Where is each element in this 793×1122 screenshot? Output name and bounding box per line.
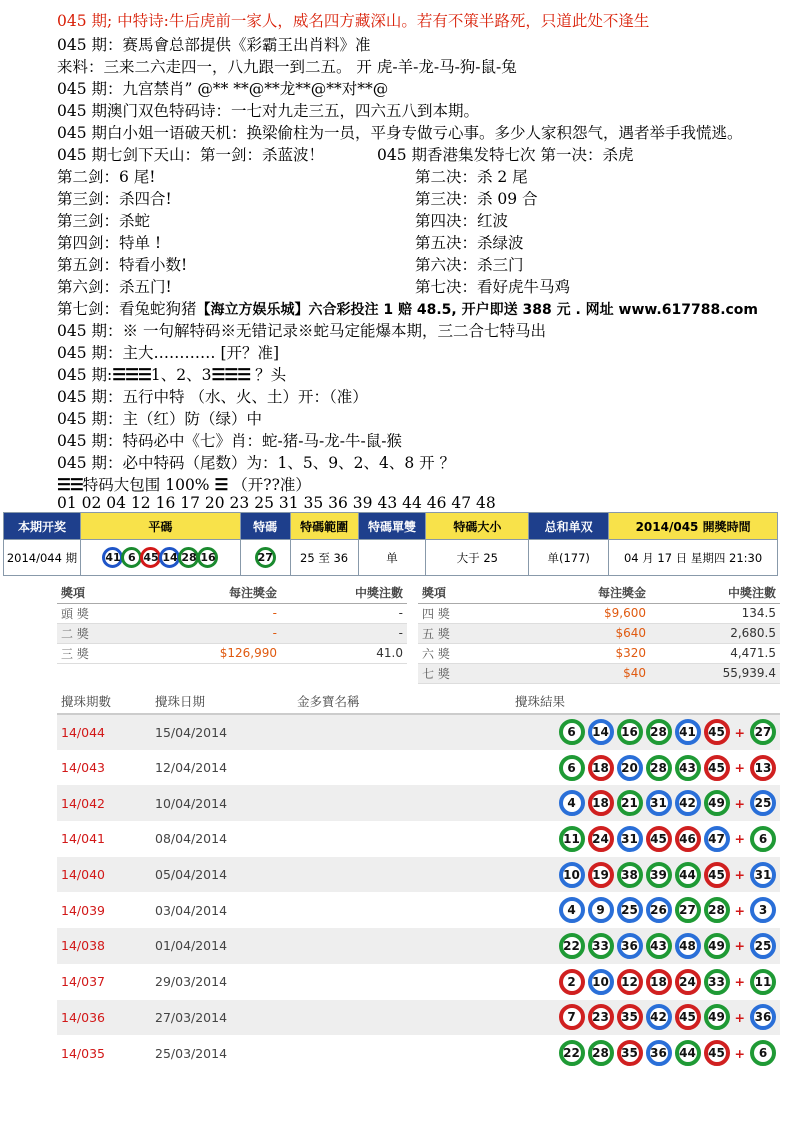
line-15: 045 期：※ 一句解特码※无错记录※蛇马定能爆本期，三二合七特马出 (57, 322, 546, 340)
result-ball: 20 (617, 755, 643, 781)
result-ball: 31 (646, 790, 672, 816)
result-ball: 4 (559, 897, 585, 923)
result-ball: 49 (704, 790, 730, 816)
prize-left-body (57, 603, 407, 663)
line-1-label: 045 期; 中特诗: (57, 12, 169, 30)
history-header-result: 攪珠結果 (515, 688, 780, 714)
result-ball: 28 (704, 897, 730, 923)
prize-left-header-count: 中獎注數 (281, 583, 407, 603)
plus-icon: + (734, 867, 745, 883)
history-result (515, 928, 780, 964)
history-period[interactable]: 14/037 (61, 974, 105, 990)
prize-name: 四 獎 (418, 603, 490, 623)
prize-row (418, 643, 780, 663)
history-period[interactable]: 14/042 (57, 785, 155, 821)
history-name (297, 964, 515, 1000)
header-normal: 平碼 (80, 513, 240, 540)
history-period[interactable]: 14/043 (61, 760, 105, 776)
result-ball: 38 (617, 862, 643, 888)
result-ball: 6 (559, 755, 585, 781)
prize-right-body (418, 603, 780, 683)
history-period[interactable]: 14/039 (61, 902, 105, 918)
result-special-ball: 27 (750, 719, 776, 745)
prize-amount: $640 (490, 623, 650, 643)
result-ball: 10 (559, 862, 585, 888)
result-ball: 9 (588, 897, 614, 923)
draw-sum: 单(177) (529, 540, 609, 576)
line-6: 045 期白小姐一语破天机：换梁偷柱为一员，平身专做亏心事。多少人家积怨气，遇者举手我慌逃。 (57, 124, 743, 142)
history-result (515, 964, 780, 1000)
plus-icon: + (734, 724, 745, 740)
prize-count: 41.0 (281, 643, 407, 663)
result-special-ball: 25 (750, 933, 776, 959)
prize-count: 4,471.5 (650, 643, 780, 663)
result-ball: 14 (588, 719, 614, 745)
sword-1: 第二剑：6 尾! (57, 168, 156, 186)
result-ball: 28 (588, 1040, 614, 1066)
history-name (297, 928, 515, 964)
history-date: 10/04/2014 (155, 785, 297, 821)
history-result (515, 785, 780, 821)
line-19: 045 期：主（红）防（绿）中 (57, 410, 263, 428)
history-row (57, 1035, 780, 1071)
prize-name: 三 獎 (57, 643, 125, 663)
result-ball: 47 (704, 826, 730, 852)
current-draw-header (4, 513, 778, 540)
header-range: 特碼範圍 (290, 513, 358, 540)
history-name (297, 821, 515, 857)
result-ball: 45 (675, 1004, 701, 1030)
result-ball: 11 (559, 826, 585, 852)
prize-amount: $9,600 (490, 603, 650, 623)
line-17-block-left: ☰☰☰ (112, 366, 151, 384)
history-period[interactable]: 14/038 (57, 928, 155, 964)
history-result (515, 1000, 780, 1036)
line-7-left: 045 期七剑下天山：第一剑：杀蓝波！ (57, 146, 325, 164)
sword-2: 第三剑：杀四合! (57, 190, 172, 208)
history-name (297, 1035, 515, 1071)
plus-icon: + (734, 938, 745, 954)
prize-row (418, 623, 780, 643)
line-7-right: 045 期香港集发特七次 第一决：杀虎 (377, 146, 634, 164)
decision-3: 第三决：杀 09 合 (415, 190, 538, 208)
history-date: 27/03/2014 (155, 1000, 297, 1036)
history-result (515, 892, 780, 928)
result-ball: 35 (617, 1004, 643, 1030)
line-2: 045 期：赛馬會总部提供《彩霸王出肖料》准 (57, 36, 371, 54)
history-name (297, 750, 515, 786)
result-ball: 24 (675, 969, 701, 995)
line-22-suffix: （开??准） (227, 476, 311, 494)
result-ball: 27 (675, 897, 701, 923)
plus-icon: + (734, 795, 745, 811)
history-period[interactable]: 14/036 (57, 1000, 155, 1036)
history-name (297, 857, 515, 893)
plus-icon: + (734, 1009, 745, 1025)
line-23-numbers: 01 02 04 12 16 17 20 23 25 31 35 36 39 43 44 46 47 48 (57, 494, 496, 512)
prize-amount: $40 (490, 663, 650, 683)
result-ball: 44 (675, 1040, 701, 1066)
prize-amount: $320 (490, 643, 650, 663)
sword-3: 第三剑：杀蛇 (57, 212, 151, 230)
normal-ball: 14 (159, 547, 180, 568)
history-date: 15/04/2014 (155, 714, 297, 750)
current-draw-table (3, 512, 778, 576)
history-date: 03/04/2014 (155, 902, 228, 918)
result-ball: 28 (646, 755, 672, 781)
result-ball: 33 (588, 933, 614, 959)
prize-table-right (418, 583, 780, 684)
decision-2: 第二决：杀 2 尾 (415, 168, 528, 186)
sword-7: 第七剑：看兔蛇狗猪 (57, 300, 197, 318)
history-date: 01/04/2014 (155, 928, 297, 964)
history-result (515, 714, 780, 750)
normal-ball: 28 (178, 547, 199, 568)
line-3: 来料：三来二六走四一，八九跟一到二五。 开 虎-羊-龙-马-狗-鼠-兔 (57, 58, 517, 76)
result-ball: 2 (559, 969, 585, 995)
sword-6: 第六剑：杀五门! (57, 278, 172, 296)
result-ball: 12 (617, 969, 643, 995)
result-special-ball: 36 (750, 1004, 776, 1030)
result-ball: 22 (559, 1040, 585, 1066)
prize-table-left (57, 583, 407, 664)
draw-size: 大于 25 (426, 540, 529, 576)
plus-icon: + (734, 1045, 745, 1061)
prize-row (418, 663, 780, 683)
plus-icon: + (734, 974, 745, 990)
result-special-ball: 25 (750, 790, 776, 816)
result-ball: 23 (588, 1004, 614, 1030)
prize-row (57, 623, 407, 643)
result-ball: 36 (617, 933, 643, 959)
result-ball: 18 (588, 790, 614, 816)
prize-count: 55,939.4 (650, 663, 780, 683)
line-16: 045 期：主大………… [开？准] (57, 344, 280, 362)
prize-name: 六 獎 (418, 643, 490, 663)
header-odd-even: 特碼單雙 (358, 513, 426, 540)
sword-4: 第四剑：特单 ! (57, 234, 162, 252)
prize-right-header-name: 獎項 (418, 583, 490, 603)
history-row (57, 928, 780, 964)
history-date: 29/03/2014 (155, 974, 228, 990)
history-row (57, 857, 780, 893)
history-header-period: 攪珠期數 (57, 688, 155, 714)
result-ball: 31 (617, 826, 643, 852)
result-ball: 46 (675, 826, 701, 852)
result-ball: 33 (704, 969, 730, 995)
result-special-ball: 13 (750, 755, 776, 781)
result-ball: 43 (646, 933, 672, 959)
history-row (57, 1000, 780, 1036)
history-header-date: 攪珠日期 (155, 688, 297, 714)
prize-right-header (418, 583, 780, 603)
history-date: 08/04/2014 (155, 831, 228, 847)
history-date: 12/04/2014 (155, 760, 228, 776)
line-1 (57, 10, 787, 32)
prize-name: 七 獎 (418, 663, 490, 683)
line-22-block-right: ☰ (214, 476, 228, 494)
history-body (57, 714, 780, 1071)
history-name (297, 1000, 515, 1036)
normal-ball: 6 (121, 547, 142, 568)
prize-count: 2,680.5 (650, 623, 780, 643)
result-ball: 16 (617, 719, 643, 745)
result-ball: 18 (588, 755, 614, 781)
prize-amount: - (125, 603, 281, 623)
history-name (297, 785, 515, 821)
result-ball: 49 (704, 933, 730, 959)
result-ball: 44 (675, 862, 701, 888)
normal-ball: 41 (102, 547, 123, 568)
result-special-ball: 6 (750, 1040, 776, 1066)
prize-right-header-count: 中獎注數 (650, 583, 780, 603)
draw-odd-even: 单 (358, 540, 426, 576)
plus-icon: + (734, 831, 745, 847)
line-17-numbers: 1、2、3 (150, 366, 212, 384)
history-result (515, 1035, 780, 1071)
history-row (57, 964, 780, 1000)
prize-name: 頭 獎 (57, 603, 125, 623)
draw-time: 04 月 17 日 星期四 21:30 (609, 540, 778, 576)
history-row (57, 714, 780, 750)
history-period[interactable]: 14/035 (61, 1045, 105, 1061)
special-ball: 27 (255, 547, 276, 568)
result-ball: 24 (588, 826, 614, 852)
result-ball: 7 (559, 1004, 585, 1030)
special-ball-cell (240, 540, 290, 576)
header-period: 本期开奖 (4, 513, 81, 540)
result-ball: 28 (646, 719, 672, 745)
header-special: 特碼 (240, 513, 290, 540)
history-result (515, 750, 780, 786)
result-ball: 48 (675, 933, 701, 959)
line-17-label: 045 期: (57, 366, 113, 384)
result-ball: 10 (588, 969, 614, 995)
draw-range: 25 至 36 (290, 540, 358, 576)
prize-row (418, 603, 780, 623)
result-ball: 18 (646, 969, 672, 995)
prize-amount: $126,990 (125, 643, 281, 663)
line-5: 045 期澳门双色特码诗：一七对九走三五，四六五八到本期。 (57, 102, 480, 120)
history-result (515, 857, 780, 893)
line-4: 045 期：九宫禁肖” @** **@**龙**@**对**@ (57, 80, 389, 98)
line-14 (57, 298, 787, 321)
result-special-ball: 31 (750, 862, 776, 888)
current-draw-row (4, 540, 778, 576)
result-ball: 45 (704, 1040, 730, 1066)
normal-ball: 16 (197, 547, 218, 568)
result-special-ball: 11 (750, 969, 776, 995)
history-header-name: 金多寶名稱 (297, 688, 515, 714)
result-ball: 42 (675, 790, 701, 816)
history-row (57, 785, 780, 821)
result-special-ball: 6 (750, 826, 776, 852)
decision-6: 第六决：杀三门 (415, 256, 524, 274)
history-row (57, 821, 780, 857)
prize-amount: - (125, 623, 281, 643)
line-18: 045 期：五行中特 （水、火、土）开：（准） (57, 388, 368, 406)
prize-count: - (281, 603, 407, 623)
plus-icon: + (734, 902, 745, 918)
line-22-block-left: ☰☰ (57, 476, 83, 494)
decision-7: 第七决：看好虎牛马鸡 (415, 278, 571, 296)
history-row (57, 750, 780, 786)
result-ball: 36 (646, 1040, 672, 1066)
result-ball: 25 (617, 897, 643, 923)
draw-history-table (57, 688, 780, 1071)
result-ball: 22 (559, 933, 585, 959)
result-ball: 45 (704, 862, 730, 888)
prize-count: 134.5 (650, 603, 780, 623)
history-result (515, 821, 780, 857)
normal-balls (80, 540, 240, 576)
result-ball: 4 (559, 790, 585, 816)
result-ball: 26 (646, 897, 672, 923)
line-17 (57, 364, 787, 386)
line-17-suffix: ？头 (250, 366, 287, 384)
prize-row (57, 643, 407, 663)
result-ball: 21 (617, 790, 643, 816)
decision-4: 第四决：红波 (415, 212, 509, 230)
history-date: 25/03/2014 (155, 1045, 228, 1061)
history-name (297, 714, 515, 750)
history-name (297, 892, 515, 928)
normal-ball: 45 (140, 547, 161, 568)
prize-left-header (57, 583, 407, 603)
result-ball: 6 (559, 719, 585, 745)
history-period[interactable]: 14/041 (61, 831, 105, 847)
prize-name: 五 獎 (418, 623, 490, 643)
history-period[interactable]: 14/044 (57, 714, 155, 750)
line-1-poem: 牛后虎前一家人，威名四方藏深山。若有不策半路死，只道此处不逢生 (168, 12, 650, 30)
prize-row (57, 603, 407, 623)
prize-right-header-amount: 每注獎金 (490, 583, 650, 603)
decision-5: 第五决：杀绿波 (415, 234, 524, 252)
result-ball: 42 (646, 1004, 672, 1030)
history-header (57, 688, 780, 714)
header-sum: 总和单双 (529, 513, 609, 540)
sword-5: 第五剑：特看小数! (57, 256, 188, 274)
prize-left-header-amount: 每注獎金 (125, 583, 281, 603)
draw-period: 2014/044 期 (4, 540, 81, 576)
prize-name: 二 獎 (57, 623, 125, 643)
result-special-ball: 3 (750, 897, 776, 923)
result-ball: 45 (704, 755, 730, 781)
prize-count: - (281, 623, 407, 643)
line-22-text: 特码大包围 100% (82, 476, 215, 494)
result-ball: 49 (704, 1004, 730, 1030)
result-ball: 43 (675, 755, 701, 781)
result-ball: 35 (617, 1040, 643, 1066)
result-ball: 41 (675, 719, 701, 745)
prize-left-header-name: 獎項 (57, 583, 125, 603)
result-ball: 45 (704, 719, 730, 745)
casino-ad: 【海立方娱乐城】六合彩投注 1 赔 48.5, 开户即送 388 元 . 网址 www.617788.com (196, 302, 759, 318)
history-row (57, 892, 780, 928)
line-20: 045 期：特码必中《七》肖：蛇-猪-马-龙-牛-鼠-猴 (57, 432, 402, 450)
history-period[interactable]: 14/040 (57, 857, 155, 893)
line-17-block-right: ☰☰☰ (211, 366, 251, 384)
result-ball: 45 (646, 826, 672, 852)
header-draw-time: 2014/045 開獎時間 (609, 513, 778, 540)
plus-icon: + (734, 760, 745, 776)
result-ball: 19 (588, 862, 614, 888)
line-21: 045 期：必中特码（尾数）为：1、5、9、2、4、8 开 ？ (57, 454, 456, 472)
header-size: 特碼大小 (426, 513, 529, 540)
history-date: 05/04/2014 (155, 857, 297, 893)
result-ball: 39 (646, 862, 672, 888)
